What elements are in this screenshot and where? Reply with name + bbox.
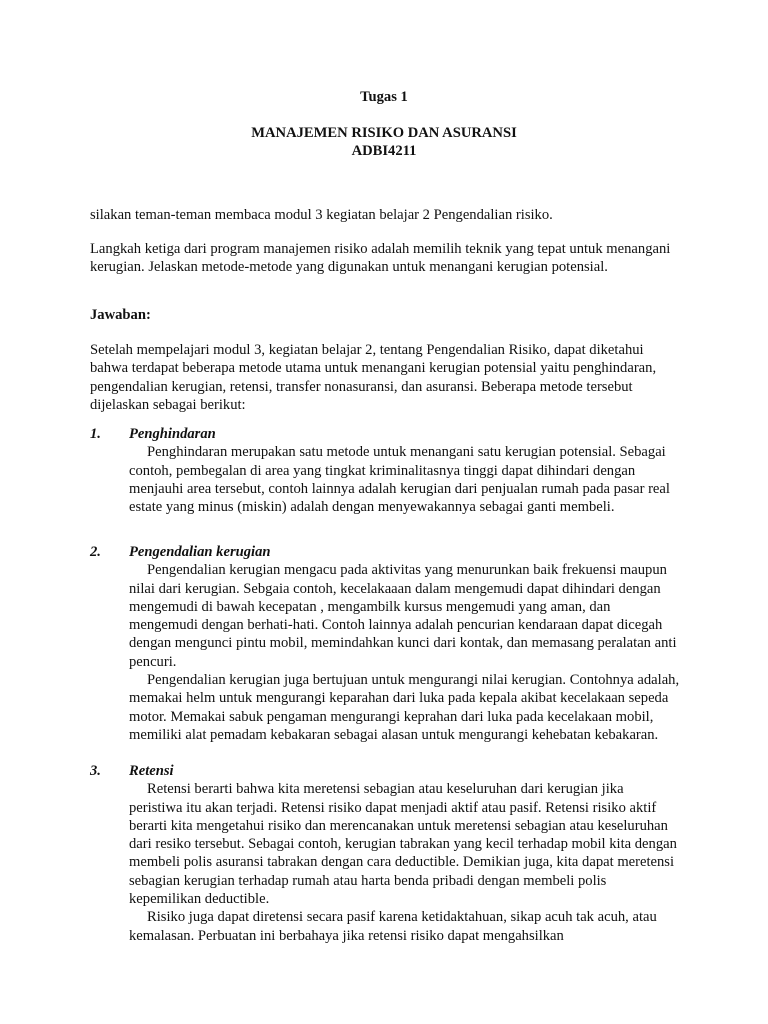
section-number: 2.	[90, 544, 101, 560]
section-pengendalian-kerugian	[90, 543, 680, 744]
section-number: 3.	[90, 763, 101, 779]
section-body	[129, 443, 680, 516]
section-body	[129, 561, 680, 744]
answer-intro-paragraph: Setelah mempelajari modul 3, kegiatan belajar 2, tentang Pengendalian Risiko, dapat diketahui bahwa terdapat beberapa metode utama untuk menangani kerugian potensial yaitu penghindaran, pengendalian kerugian, retensi, transfer nonasuransi, dan asuransi. Beberapa metode tersebut dijelaskan sebagai berikut:	[90, 342, 657, 413]
section-heading	[90, 762, 680, 780]
course-name: MANAJEMEN RISIKO DAN ASURANSI	[251, 125, 517, 141]
section-title: Retensi	[129, 763, 174, 779]
document-title: Tugas 1	[360, 89, 408, 105]
section-paragraph: Penghindaran merupakan satu metode untuk menangani satu kerugian potensial. Sebagai contoh, pembegalan di area yang tingkat kriminalitasnya tinggi dapat dihindari dengan menjauhi area tersebut, contoh lainnya adalah kerugian dari penjualan rumah pada pasar real estate yang minus (miskin) adalah dengan menyewakannya sebagai ganti membeli.	[129, 444, 670, 516]
section-paragraph: Retensi berarti bahwa kita meretensi sebagian atau keseluruhan dari kerugian jika peristiwa itu akan terjadi. Retensi risiko dapat menjadi aktif atau pasif. Retensi risiko aktif berarti kita mengetahui risiko dan merencanakan untuk meretensi sebagian atau keseluruhan dari resiko tersebut. Sebagai contoh, kerugian tabrakan yang kecil terhadap mobil kita dengan membeli polis asuransi tabrakan dengan cara deductible. Demikian juga, kita dapat meretensi sebagian kerugian terhadap rumah atau harta benda pribadi dengan membeli polis kepemilikan deductible.	[129, 781, 677, 908]
section-heading	[90, 425, 680, 443]
section-title: Penghindaran	[129, 426, 216, 442]
question-paragraph: Langkah ketiga dari program manajemen risiko adalah memilih teknik yang tepat untuk menangani kerugian. Jelaskan metode-metode yang digunakan untuk menangani kerugian potensial.	[90, 241, 671, 276]
answer-label: Jawaban:	[90, 307, 151, 323]
section-number: 1.	[90, 426, 101, 442]
intro-paragraph: silakan teman-teman membaca modul 3 kegiatan belajar 2 Pengendalian risiko.	[90, 207, 553, 223]
section-retensi	[90, 762, 680, 945]
section-body	[129, 780, 680, 945]
section-heading	[90, 543, 680, 561]
section-paragraph: Pengendalian kerugian juga bertujuan untuk mengurangi nilai kerugian. Contohnya adalah, memakai helm untuk mengurangi keparahan dari luka pada kepala akibat kecelakaan sepeda motor. Memakai sabuk pengaman mengurangi keprahan dari luka pada kecelakaan mobil, memiliki alat pemadam kebakaran sebagai alasan untuk mengurangi kehebatan kebakaran.	[129, 672, 680, 743]
section-penghindaran	[90, 425, 680, 516]
section-title: Pengendalian kerugian	[129, 544, 271, 560]
section-paragraph: Risiko juga dapat diretensi secara pasif karena ketidaktahuan, sikap acuh tak acuh, atau kemalasan. Perbuatan ini berbahaya jika retensi risiko dapat mengahsilkan	[129, 909, 657, 944]
section-paragraph: Pengendalian kerugian mengacu pada aktivitas yang menurunkan baik frekuensi maupun nilai dari kerugian. Sebgaia contoh, kecelakaaan dalam mengemudi dapat dihindari dengan mengemudi di bawah kecepatan , mengambilk kursus mengemudi yang aman, dan mengemudi dengan berhati-hati. Contoh lainnya adalah pencurian kendaraan dapat dicegah dengan mengunci pintu mobil, memindahkan kunci dari kontak, dan memasang peralatan anti pencuri.	[129, 562, 677, 670]
course-code: ADBI4211	[351, 143, 417, 159]
